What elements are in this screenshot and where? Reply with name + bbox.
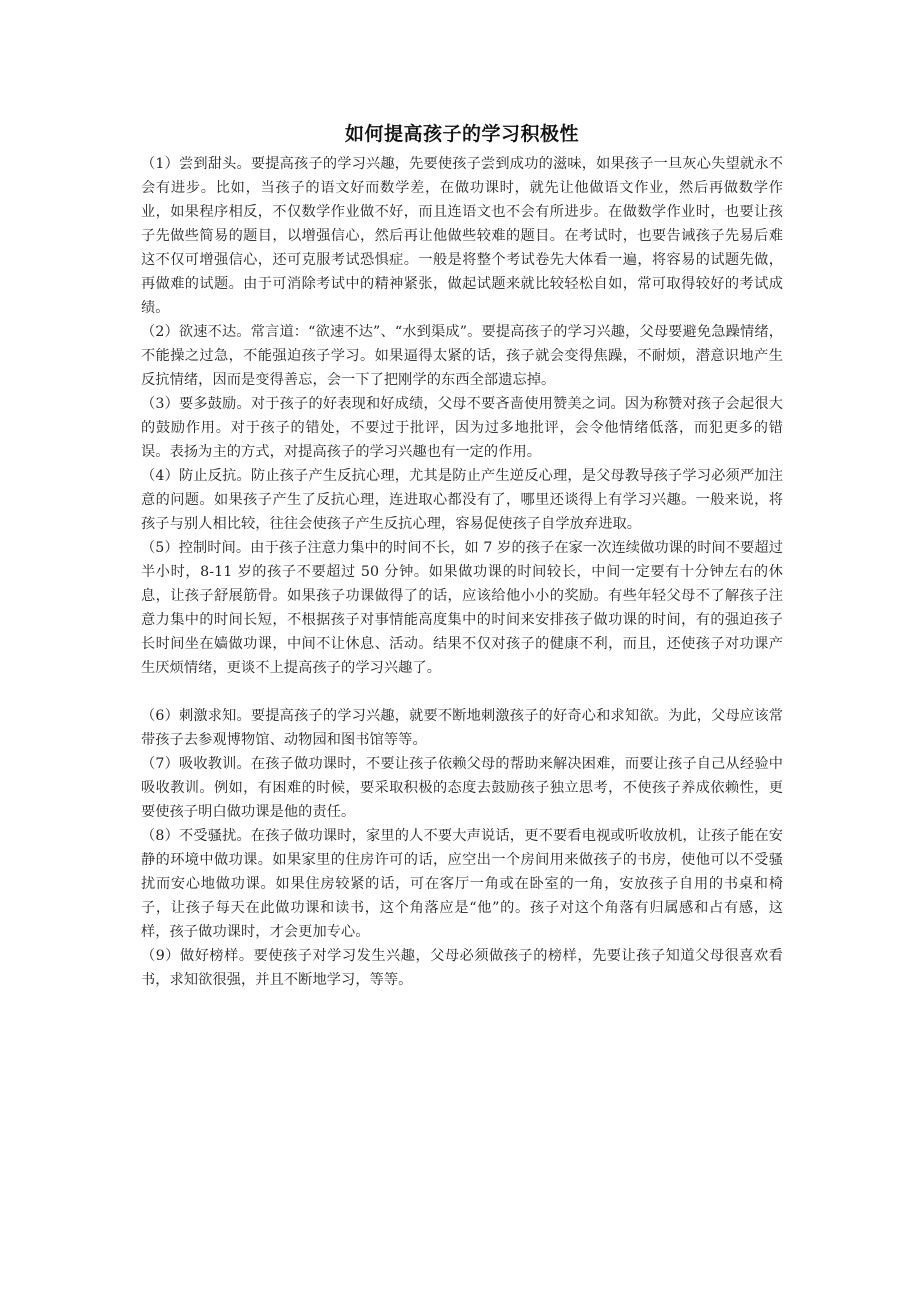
- paragraph-1: （1）尝到甜头。要提高孩子的学习兴趣，先要使孩子尝到成功的滋味，如果孩子一旦灰心失望就永不会有进步。比如，当孩子的语文好而数学差，在做功课时，就先让他做语文作业，然后再做数学作业，如果程序相反，不仅数学作业做不好，而且连语文也不会有所进步。在做数学作业时，也要让孩子先做些简易的题目，以增强信心，然后再让他做些较难的题目。在考试时，也要告诫孩子先易后难这不仅可增强信心，还可克服考试恐惧症。一般是将整个考试卷先大体看一遍，将容易的试题先做，再做难的试题。由于可消除考试中的精神紧张，做起试题来就比较轻松自如，常可取得较好的考试成绩。: [141, 156, 783, 316]
- paragraph-9: （9）做好榜样。要使孩子对学习发生兴趣，父母必须做孩子的榜样，先要让孩子知道父母很喜欢看书，求知欲很强，并且不断地学习，等等。: [141, 948, 783, 988]
- paragraph-5: （5）控制时间。由于孩子注意力集中的时间不长，如 7 岁的孩子在家一次连续做功课的时间不要超过半小时，8-11 岁的孩子不要超过 50 分钟。如果做功课的时间较长，中间一定要有十分钟左右的休息，让孩子舒展筋骨。如果孩子功课做得了的话，应该给他小小的奖励。有些年轻父母不了解孩子注意力集中的时间长短，不根据孩子对事情能高度集中的时间来安排孩子做功课的时间，有的强迫孩子长时间坐在嫱做功课，中间不让休息、活动。结果不仅对孩子的健康不利，而且，还使孩子对功课产生厌烦情绪，更谈不上提高孩子的学习兴趣了。: [141, 540, 783, 676]
- document-title: 如何提高孩子的学习积极性: [344, 123, 579, 145]
- paragraph-gap: [141, 680, 783, 704]
- paragraph-3: （3）要多鼓励。对于孩子的好表现和好成绩，父母不要吝啬使用赞美之词。因为称赞对孩子会起很大的鼓励作用。对于孩子的错处，不要过于批评，因为过多地批评，会令他情绪低落，而犯更多的错误。表扬为主的方式，对提高孩子的学习兴趣也有一定的作用。: [141, 396, 783, 460]
- paragraph-7: （7）吸收教训。在孩子做功课时，不要让孩子依赖父母的帮助来解决困难，而要让孩子自己从经验中吸收教训。例如，有困难的时候，要采取积极的态度去鼓励孩子独立思考，不使孩子养成依赖性，更要使孩子明白做功课是他的责任。: [141, 756, 783, 820]
- paragraph-6: （6）刺激求知。要提高孩子的学习兴趣，就要不断地刺激孩子的好奇心和求知欲。为此，父母应该常带孩子去参观博物馆、动物园和图书馆等等。: [141, 708, 783, 748]
- paragraph-4: （4）防止反抗。防止孩子产生反抗心理，尤其是防止产生逆反心理，是父母教导孩子学习必须严加注意的问题。如果孩子产生了反抗心理，连进取心都没有了，哪里还谈得上有学习兴趣。一般来说，将孩子与别人相比较，往往会使孩子产生反抗心理，容易促使孩子自学放弃进取。: [141, 468, 783, 532]
- paragraph-8: （8）不受骚扰。在孩子做功课时，家里的人不要大声说话，更不要看电视或听收放机，让孩子能在安静的环境中做功课。如果家里的住房许可的话，应空出一个房间用来做孩子的书房，使他可以不受骚扰而安心地做功课。如果住房较紧的话，可在客厅一角或在卧室的一角，安放孩子自用的书桌和椅子，让孩子每天在此做功课和读书，这个角落应是“他”的。孩子对这个角落有归属感和占有感，这样，孩子做功课时，才会更加专心。: [141, 828, 783, 940]
- paragraph-2: （2）欲速不达。常言道：“欲速不达”、“水到渠成”。要提高孩子的学习兴趣，父母要避免急躁情绪，不能操之过急，不能强迫孩子学习。如果逼得太紧的话，孩子就会变得焦躁，不耐烦，潜意识地产生反抗情绪，因而是变得善忘，会一下了把刚学的东西全部遗忘掉。: [141, 324, 783, 388]
- document-page: [141, 118, 783, 992]
